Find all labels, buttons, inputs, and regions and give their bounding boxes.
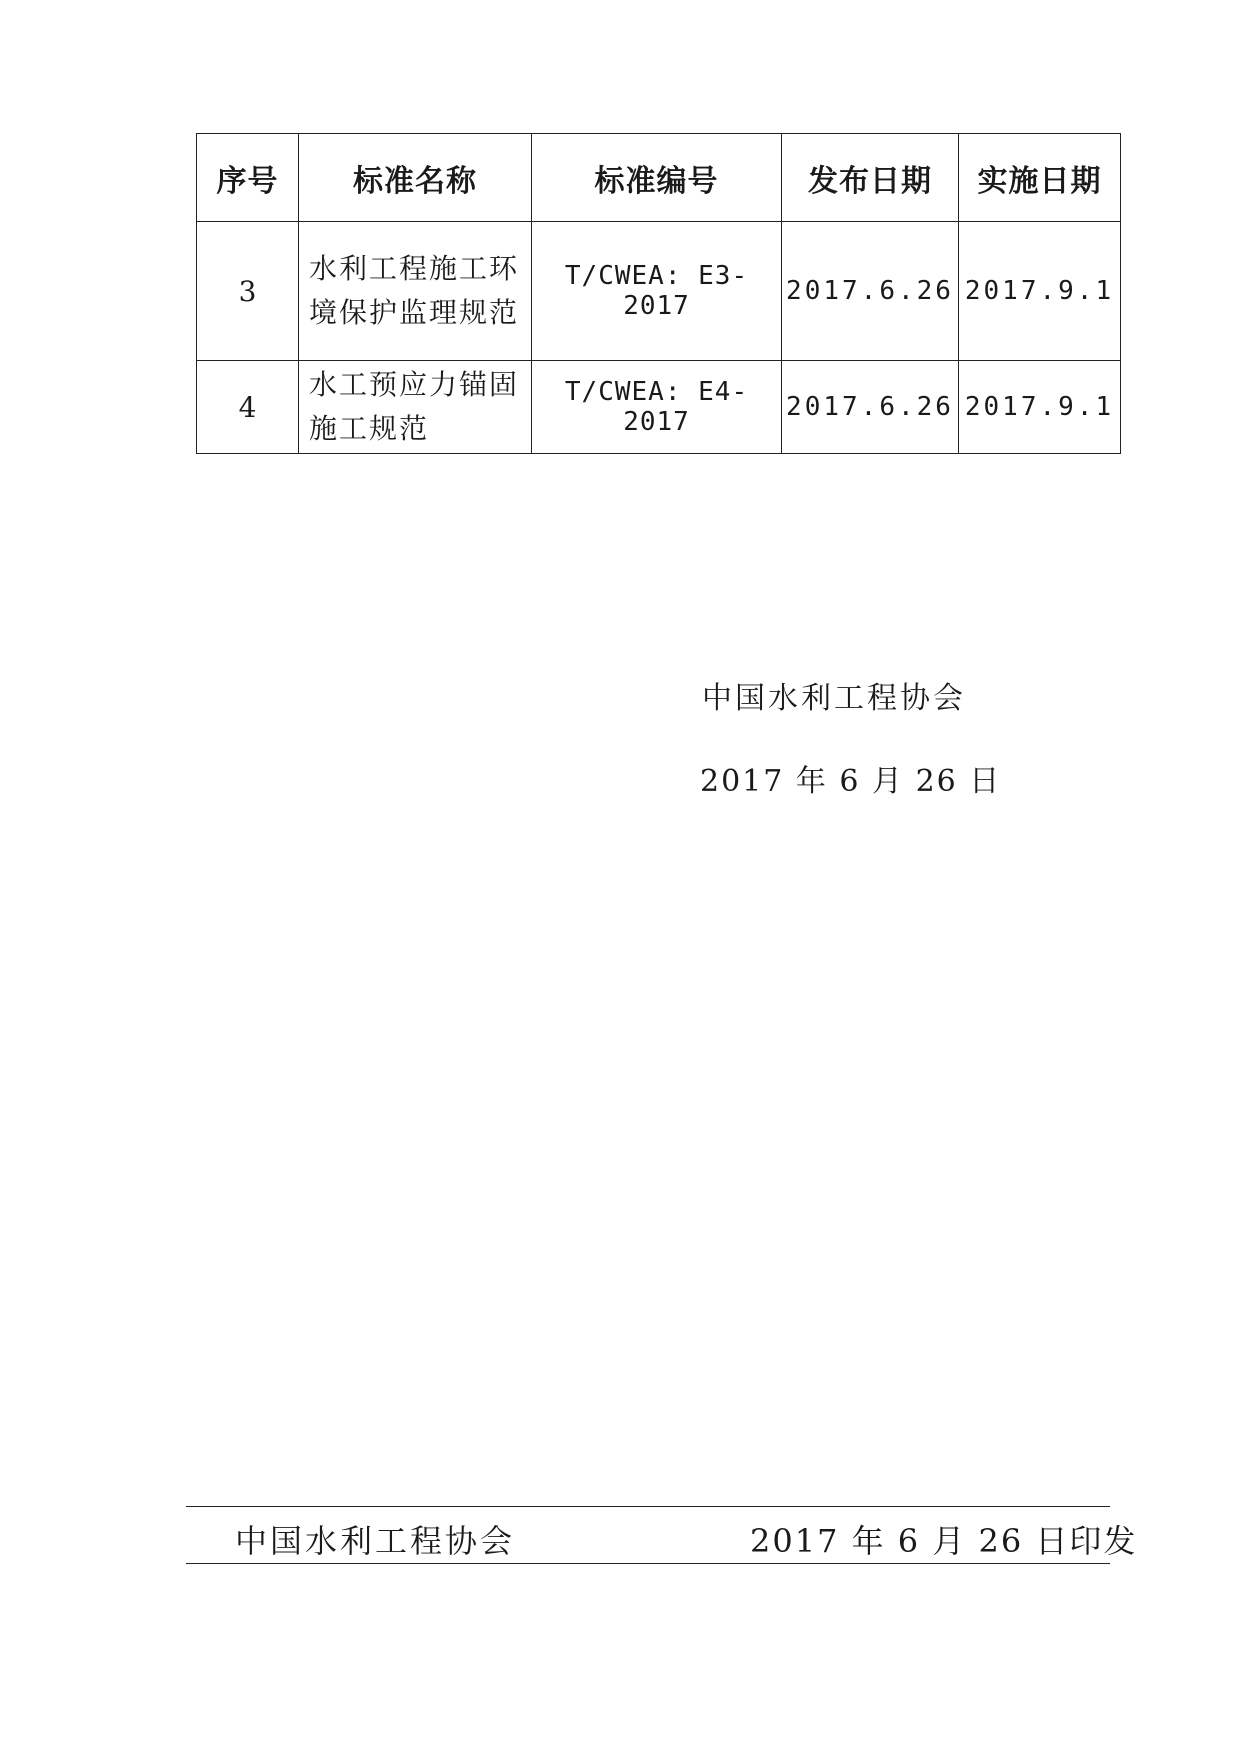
signature-organization: 中国水利工程协会	[702, 681, 966, 716]
cell-standard-name: 水工预应力锚固施工规范	[299, 361, 532, 454]
header-publish-date: 发布日期	[782, 134, 959, 222]
table-row	[197, 222, 1121, 361]
header-effective-date: 实施日期	[959, 134, 1121, 222]
cell-standard-name: 水利工程施工环境保护监理规范	[299, 222, 532, 361]
header-standard-name: 标准名称	[299, 134, 532, 222]
cell-publish-date: 2017.6.26	[782, 361, 959, 454]
footer-bottom-rule	[186, 1563, 1110, 1564]
cell-standard-code: T/CWEA: E4-2017	[532, 361, 782, 454]
header-serial-number: 序号	[197, 134, 299, 222]
signature-date: 2017 年 6 月 26 日	[700, 764, 1002, 799]
table-row	[197, 361, 1121, 454]
cell-effective-date: 2017.9.1	[959, 222, 1121, 361]
table-header-row	[197, 134, 1121, 222]
footer-top-rule	[186, 1506, 1110, 1507]
cell-standard-code: T/CWEA: E3-2017	[532, 222, 782, 361]
header-standard-code: 标准编号	[532, 134, 782, 222]
cell-effective-date: 2017.9.1	[959, 361, 1121, 454]
standards-table	[196, 133, 1121, 454]
cell-publish-date: 2017.6.26	[782, 222, 959, 361]
cell-serial-number: 3	[197, 222, 299, 361]
cell-serial-number: 4	[197, 361, 299, 454]
footer-organization: 中国水利工程协会	[235, 1522, 516, 1560]
footer-issue-date: 2017 年 6 月 26 日印发	[750, 1522, 1138, 1560]
